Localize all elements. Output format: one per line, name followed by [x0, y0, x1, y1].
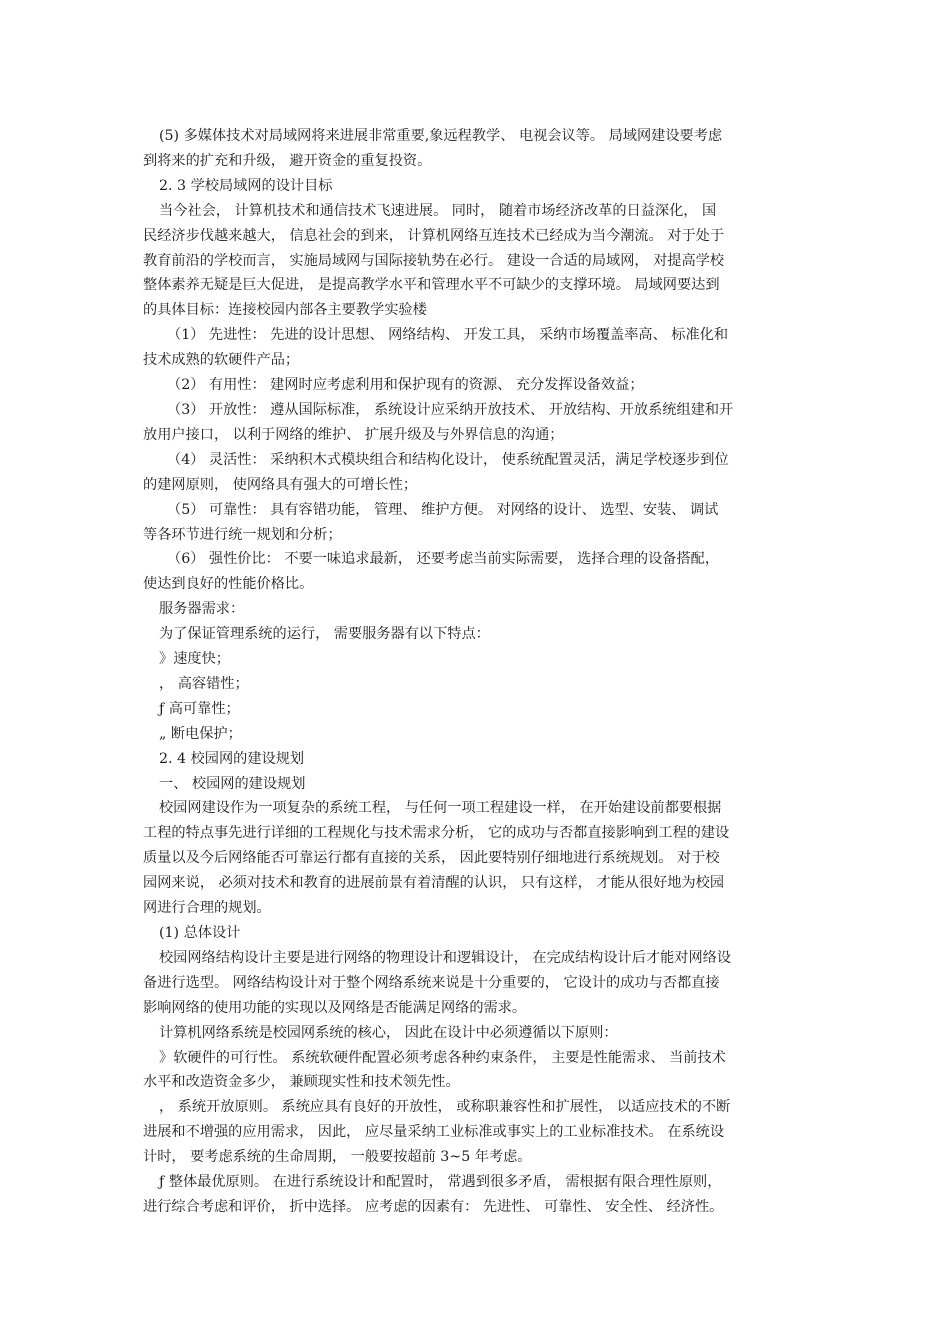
text-line: 为了保证管理系统的运行， 需要服务器有以下特点：	[159, 626, 490, 643]
text-line: （6） 强性价比： 不要一味追求最新， 还要考虑当前实际需要， 选择合理的设备搭配，	[167, 551, 720, 568]
text-line: 网进行合理的规划。	[143, 900, 271, 917]
text-line: 计时， 要考虑系统的生命周期， 一般要按超前 3~5 年考虑。	[143, 1149, 532, 1166]
text-line: （3） 开放性： 遵从国际标准， 系统设计应采纳开放技术、 开放结构、开放系统组建和开	[167, 401, 734, 418]
text-line: 进行综合考虑和评价， 折中选择。 应考虑的因素有： 先进性、 可靠性、 安全性、 经济性。	[143, 1198, 724, 1215]
text-line: 进展和不增强的应用需求， 因此， 应尽量采纳工业标准或事实上的工业标准技术。 在系统设	[143, 1124, 725, 1141]
text-line: 》软硬件的可行性。 系统软硬件配置必须考虑各种约束条件， 主要是性能需求、 当前技术	[159, 1049, 726, 1066]
text-line: 的具体目标：连接校园内部各主要教学实验楼	[143, 302, 427, 319]
text-line: 到将来的扩充和升级， 避开资金的重复投资。	[143, 152, 432, 169]
text-line: 园网来说， 必须对技术和教育的进展前景有着清醒的认识， 只有这样， 才能从很好地为校园	[143, 875, 725, 892]
text-line: (5) 多媒体技术对局域网将来进展非常重要,象远程教学、 电视会议等。 局域网建设要考虑	[159, 128, 723, 144]
text-line: ， 高容错性；	[159, 675, 249, 692]
text-line: 水平和改造资金多少， 兼顾现实性和技术领先性。	[143, 1074, 460, 1091]
text-line: 校园网络结构设计主要是进行网络的物理设计和逻辑设计， 在完成结构设计后才能对网络设	[159, 949, 732, 966]
text-line: 民经济步伐越来越大， 信息社会的到来， 计算机网络互连技术已经成为当今潮流。 对于处于	[143, 227, 725, 244]
text-line: (1) 总体设计	[159, 925, 241, 941]
text-line: 技术成熟的软硬件产品；	[143, 352, 300, 369]
text-line: （2） 有用性： 建网时应考虑利用和保护现有的资源、 充分发挥设备效益；	[167, 377, 644, 394]
text-line: ƒ 高可靠性；	[159, 700, 240, 717]
text-line: 当今社会， 计算机技术和通信技术飞速进展。 同时， 随着市场经济改革的日益深化， 国	[159, 202, 717, 219]
text-line: 等各环节进行统一规划和分析；	[143, 526, 342, 543]
text-line: （1） 先进性： 先进的设计思想、 网络结构、 开发工具， 采纳市场覆盖率高、 标准化和	[167, 327, 729, 344]
text-line: 2. 4 校园网的建设规划	[159, 750, 305, 767]
text-line: 使达到良好的性能价格比。	[143, 576, 314, 593]
text-line: 质量以及今后网络能否可靠运行都有直接的关系， 因此要特别仔细地进行系统规划。 对于校	[143, 850, 720, 867]
text-line: 的建网原则， 使网络具有强大的可增长性；	[143, 476, 418, 493]
text-line: 备进行选型。 网络结构设计对于整个网络系统来说是十分重要的， 它设计的成功与否都直接	[143, 974, 720, 991]
text-line: （5） 可靠性： 具有容错功能， 管理、 维护方便。 对网络的设计、 选型、安装、 调试	[167, 501, 719, 518]
text-line: 教育前沿的学校而言， 实施局域网与国际接轨势在必行。 建设一合适的局域网， 对提高学校	[143, 252, 725, 269]
text-line: 校园网建设作为一项复杂的系统工程， 与任何一项工程建设一样， 在开始建设前都要根据	[159, 800, 722, 817]
text-line: ƒ 整体最优原则。 在进行系统设计和配置时， 常遇到很多矛盾， 需根据有限合理性原则，	[159, 1174, 722, 1191]
text-line: 工程的特点事先进行详细的工程规化与技术需求分析， 它的成功与否都直接影响到工程的建设	[143, 825, 730, 842]
text-line: 一、 校园网的建设规划	[159, 775, 306, 792]
text-line: 放用户接口， 以利于网络的维护、 扩展升级及与外界信息的沟通；	[143, 426, 564, 443]
text-line: （4） 灵活性： 采纳积木式模块组合和结构化设计， 使系统配置灵活，满足学校逐步到位	[167, 451, 729, 468]
document-page	[143, 124, 811, 1220]
text-line: 整体素养无疑是巨大促进， 是提高教学水平和管理水平不可缺少的支撑环境。 局域网要达到	[143, 277, 720, 294]
text-line: ， 系统开放原则。 系统应具有良好的开放性， 或称职兼容性和扩展性， 以适应技术的不断	[159, 1099, 731, 1116]
text-line: 影响网络的使用功能的实现以及网络是否能满足网络的需求。	[143, 999, 527, 1016]
text-line: 计算机网络系统是校园网系统的核心， 因此在设计中必须遵循以下原则：	[159, 1024, 618, 1041]
text-line: 》速度快；	[159, 651, 230, 668]
text-line: 服务器需求：	[159, 601, 245, 618]
text-line: „ 断电保护；	[159, 725, 242, 742]
text-line: 2. 3 学校局域网的设计目标	[159, 177, 333, 194]
